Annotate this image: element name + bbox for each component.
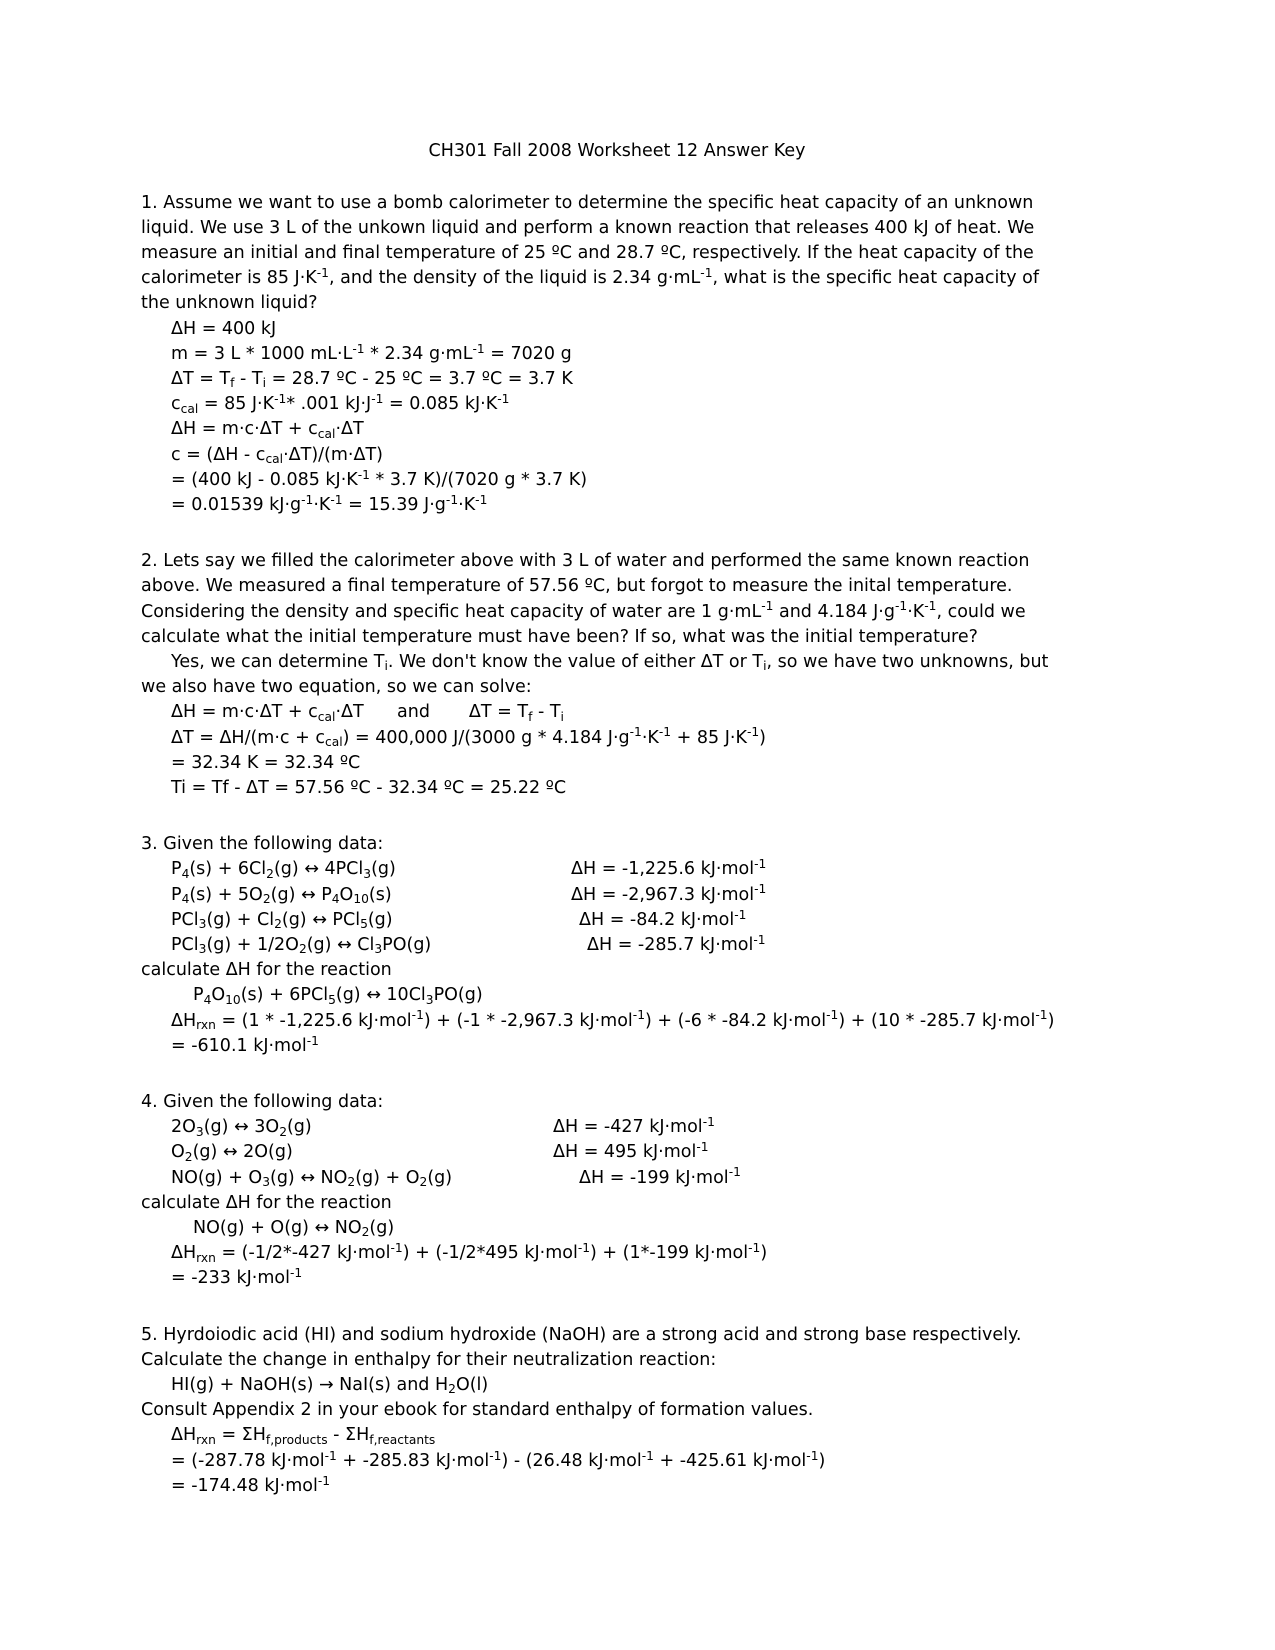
worksheet-page — [141, 0, 1071, 1499]
q1-work-line-2: m = 3 L * 1000 $mL\cdot L^{-1} * 2.34$ $g\cdot mL^{-1} = 7020$ g — [171, 341, 572, 364]
q3-target-reaction: $P_4O_{10}(s) + 6PCl_5(g)$ ↔ $10Cl_3PO(g)$ — [193, 985, 483, 1007]
q1-degree-1: ºC — [551, 242, 572, 263]
question-1-block — [141, 191, 1071, 519]
q2-ans-seg2: . We don't know the value of either ΔT or T — [387, 651, 764, 672]
question-5-prompt: 5. Hyrdoiodic acid (HI) and sodium hydroxide (NaOH) are a strong acid and strong base respectively. Calculate the change in enthalpy for their neutralization reaction: — [141, 1324, 1022, 1370]
question-5-block — [141, 1323, 1071, 1499]
q2-work-line-4: Ti = Tf - ΔT = 57.56 ºC - 32.34 ºC = 25.22 ºC — [171, 777, 567, 798]
page-title: CH301 Fall 2008 Worksheet 12 Answer Key — [428, 141, 806, 161]
q1-work-line-4: $c_{cal} = 85$ $J\cdot K^{-1}*$ .001 $kJ\cdot J^{-1} = 0.085$ $kJ\cdot K^{-1}$ — [171, 392, 510, 416]
question-3-block — [141, 832, 1071, 1059]
q1-work-line-3: $\Delta T = T_f - T_i = 28.7$ ºC - 25 ºC = 3.7 ºC = 3.7 K — [171, 368, 573, 391]
q3-data-row: $PCl_3(g) + Cl_2(g)$ ↔ PCl$_5$(g) ΔH = -84.2 kJ·mol$^{-1}$ — [171, 907, 747, 932]
q2-work-line-2: $\Delta T = \Delta H/(m\cdot c + c_{cal}) = 400,000$ J/(3000 g * 4.184 $J\cdot g^{-1}\cdot K^{-1} + 85$ $J\cdot K^{-1}$) — [171, 725, 766, 749]
q2-ans-seg1: Yes, we can determine T — [171, 651, 385, 672]
q3-data-row: $P_4(s) + 6Cl_2(g)$ ↔ 4PCl$_3$(g) ΔH = -1,225.6 kJ·mol$^{-1}$ — [171, 857, 767, 881]
q1-prompt-seg3: , respectively. If the heat capacity of the calorimeter is 85 J·K — [141, 242, 1034, 289]
q1-work-line-8: = 0.01539 $kJ\cdot g^{-1}\cdot K^{-1} = 15.39$ $J\cdot g^{-1}\cdot K^{-1}$ — [171, 492, 488, 515]
q1-sup-2: -1 — [700, 265, 713, 280]
question-1-prompt — [141, 191, 1071, 317]
question-3-prompt: 3. Given the following data: — [141, 834, 384, 855]
q5-result-line-3: = -174.48 kJ·mol$^{-1}$ — [171, 1473, 331, 1496]
q4-data-row: $O_2(g)$ ↔ 2O(g) ΔH = 495 kJ·mol$^{-1}$ — [171, 1140, 709, 1164]
q1-work-line-7: = (400 kJ - 0.085 $kJ\cdot K^{-1} * 3.7$ K)/(7020 g * 3.7 K) — [171, 467, 588, 490]
q5-reaction: HI(g) + NaOH(s) → NaI(s) and $H_2O(l)$ — [171, 1375, 489, 1397]
q2-prompt-seg2: , but forgot to measure the inital temperature. Considering the density and specific heat capacity of water are 1 g·mL — [141, 576, 1013, 622]
q2-prompt-seg1: 2. Lets say we filled the calorimeter above with 3 L of water and performed the same known reaction above. We measured a final temperature of 57.56 — [141, 551, 1030, 597]
q1-work-line-6: $c = (\Delta H - c_{cal}\cdot\Delta T)/(m\cdot\Delta T)$ — [171, 444, 383, 466]
q5-result-line-2: = (-287.78 kJ·mol$^{-1}$ + -285.83 kJ·mol$^{-1}$) - (26.48 kJ·mol$^{-1}$ + -425.61 kJ·mol$^{-1}$) — [171, 1448, 826, 1471]
q1-prompt-seg1: 1. Assume we want to use a bomb calorimeter to determine the specific heat capacity of an unknown liquid. We use 3 L of the unkown liquid and perform a known reaction that releases 400 kJ of heat. We measure an initial and final temperature of 25 — [141, 192, 1035, 263]
q2-ans-seg3: , so we have two unknowns, but we also have two equation, so we can solve: — [141, 651, 1049, 698]
q4-result-line-2: = -233 kJ·mol$^{-1}$ — [171, 1266, 303, 1289]
q1-prompt-seg2: and 28.7 — [572, 242, 661, 263]
q4-data-row: $NO(g) + O_3(g)$ ↔ $NO_2(g) + O_2(g) \Delta H = -199$ kJ·mol$^{-1}$ — [171, 1165, 741, 1190]
question-4-prompt: 4. Given the following data: — [141, 1092, 384, 1112]
q1-prompt-seg4: , and the density of the liquid is 2.34 g·mL — [328, 268, 701, 289]
q2-sup-3: -1 — [924, 599, 937, 614]
q4-result-line-1: $\Delta H_{rxn} = (-1/2*-427$ kJ·mol$^{-1}$) + (-1/2*495 kJ·mol$^{-1}$) + (1*-199 kJ·mol$^{-1}$) — [171, 1241, 768, 1265]
q3-result-line-1: $\Delta H_{rxn} = (1 * -1,225.6$ kJ·mol$^{-1}$) + (-1 * -2,967.3 kJ·mol$^{-1}$) + (-6 * -84.2 kJ·mol$^{-1}$) + (10 * -285.7 kJ·mol$^{-1}$) — [171, 1008, 1055, 1033]
q2-degree-1: ºC — [584, 576, 606, 597]
q2-prompt-seg3: and 4.184 J·g — [773, 601, 895, 622]
q3-result-line-2: = -610.1 kJ·mol$^{-1}$ — [171, 1033, 319, 1056]
q1-sup-1: -1 — [316, 265, 329, 280]
q4-data-row: $2O_3(g)$ ↔ $3O_2(g) \Delta H = -427$ kJ·mol$^{-1}$ — [171, 1115, 715, 1139]
q2-prompt-seg4: ·K — [907, 601, 925, 622]
q3-data-row: $PCl_3(g) + 1/2O_2(g)$ ↔ $Cl_3PO(g) \Delta H = -285.7$ kJ·mol$^{-1}$ — [171, 932, 766, 957]
q4-calculate-line: calculate ΔH for the reaction — [141, 1192, 392, 1213]
q1-prompt-seg5: , what is the specific heat capacity of the unknown liquid? — [141, 268, 1040, 314]
q4-target-reaction: NO(g) + O(g) ↔ $NO_2(g)$ — [193, 1218, 395, 1240]
q2-sup-1: -1 — [761, 599, 774, 614]
q2-sup-2: -1 — [894, 599, 908, 614]
question-2-block — [141, 549, 1071, 801]
q3-calculate-line: calculate ΔH for the reaction — [141, 960, 392, 981]
q2-sub-2: i — [763, 659, 767, 674]
q2-work-line-1: $\Delta H = m\cdot c\cdot\Delta T + c_{cal}\cdot\Delta T$ and $\Delta T = T_f - T_i$ — [171, 702, 564, 724]
q2-work-line-3: = 32.34 K = 32.34 ºC — [171, 752, 361, 773]
q3-data-row: $P_4(s) + 5O_2(g)$ ↔ $P_4O_{10}(s) \Delta H = -2,967.3$ kJ·mol$^{-1}$ — [171, 882, 767, 906]
question-2-answer-intro — [141, 650, 1071, 700]
q1-degree-2: ºC — [660, 242, 682, 263]
q2-prompt-seg5: , could we calculate what the initial temperature must have been? If so, what was the initial temperature? — [141, 601, 1026, 647]
q5-result-line-1: $\Delta H_{rxn} = \Sigma H_{f,products} - \Sigma H_{f,reactants}$ — [171, 1425, 436, 1447]
question-4-block — [141, 1090, 1071, 1292]
question-2-prompt — [141, 549, 1071, 650]
q2-sub-1: i — [384, 659, 388, 674]
q5-consult-line: Consult Appendix 2 in your ebook for standard enthalpy of formation values. — [141, 1400, 814, 1421]
q1-work-line-5: $\Delta H = m\cdot c\cdot\Delta T + c_{cal}\cdot\Delta T$ — [171, 419, 364, 441]
q1-work-line-1: ΔH = 400 kJ — [171, 318, 277, 339]
